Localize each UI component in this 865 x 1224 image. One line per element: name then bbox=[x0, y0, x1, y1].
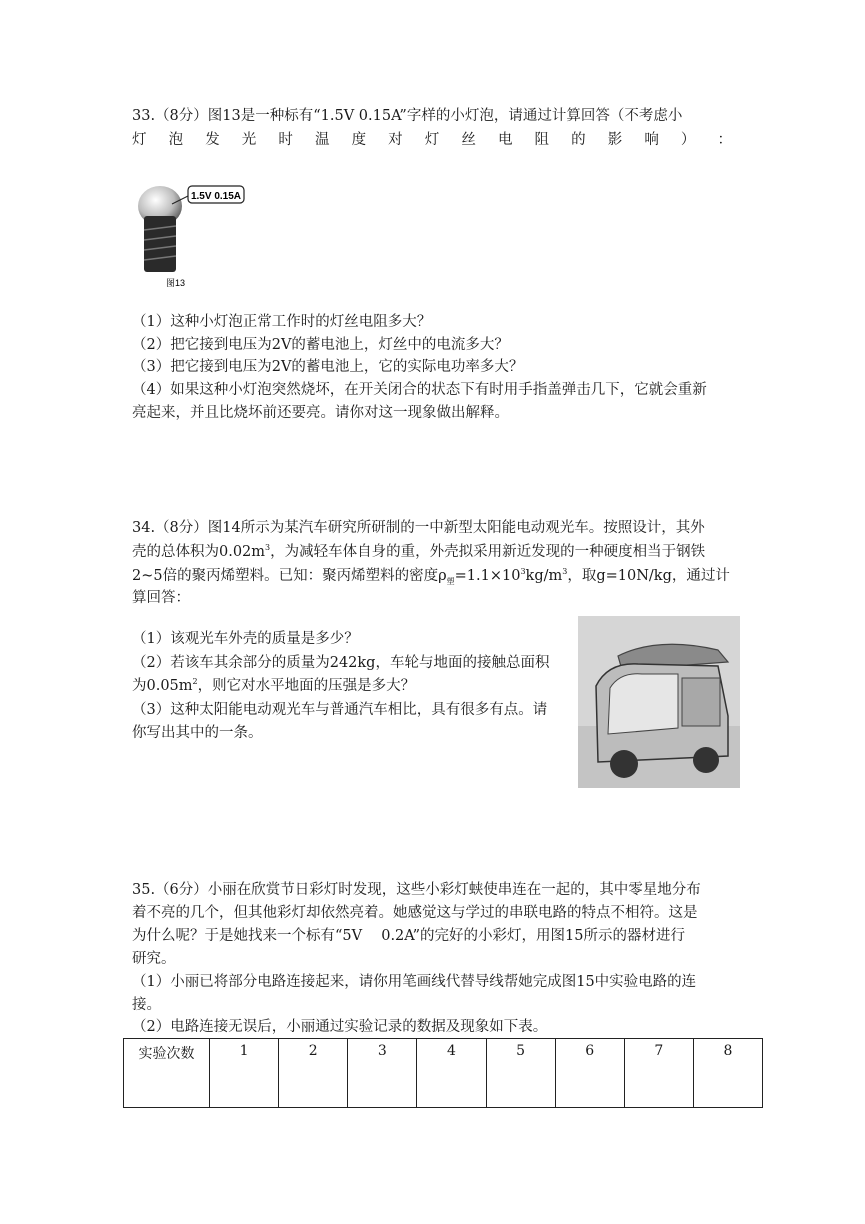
q35-item-2: （2）电路连接无误后，小丽通过实验记录的数据及现象如下表。 bbox=[132, 1019, 548, 1035]
q33-line-2 bbox=[132, 130, 732, 150]
q33-line-2-char: 泡 bbox=[168, 132, 184, 148]
q34-item-2: （2）若该车其余部分的质量为242kg，车轮与地面的接触总面积 bbox=[132, 655, 550, 671]
q33-item-1: （1）这种小灯泡正常工作时的灯丝电阻多大？ bbox=[132, 314, 432, 330]
q34-item-3-cont: 你写出其中的一条。 bbox=[132, 725, 263, 741]
q33-line-2-char: 丝 bbox=[461, 132, 476, 148]
q35-item-1: （1）小丽已将部分电路连接起来，请你用笔画线代替导线帮她完成图15中实验电路的连 bbox=[132, 974, 697, 990]
q33-item-3: （3）把它接到电压为2V的蓄电池上，它的实际电功率多大？ bbox=[132, 359, 524, 375]
table-header-cell: 8 bbox=[693, 1039, 762, 1108]
q34-item-2b-sup: 2 bbox=[192, 677, 198, 687]
q33-line-2-char: 影 bbox=[607, 132, 623, 148]
q33-line-2-char: 温 bbox=[314, 132, 330, 148]
bulb-base-shape bbox=[144, 216, 176, 272]
table-header-cell: 3 bbox=[348, 1039, 417, 1108]
q33-line-1: 33.（8分）图13是一种标有“1.5V 0.15A”字样的小灯泡，请通过计算回答（不考虑小 bbox=[132, 108, 683, 124]
table-header-cell: 1 bbox=[210, 1039, 279, 1108]
q33-line-2-char: 的 bbox=[571, 132, 586, 148]
q34-line-3-sup2: 3 bbox=[562, 567, 568, 577]
table-header-cell: 5 bbox=[486, 1039, 555, 1108]
q34-line-2-sup: 3 bbox=[265, 543, 271, 553]
q33-item-2: （2）把它接到电压为2V的蓄电池上，灯丝中的电流多大？ bbox=[132, 337, 509, 353]
q33-item-4-cont: 亮起来，并且比烧坏前还要亮。请你对这一现象做出解释。 bbox=[132, 405, 509, 421]
car-seat-shape bbox=[682, 678, 720, 726]
q35-item-1-cont: 接。 bbox=[132, 997, 161, 1013]
q34-line-3-sub: 塑 bbox=[446, 576, 455, 586]
solar-car-photo bbox=[578, 616, 740, 788]
q35-line-2: 着不亮的几个，但其他彩灯却依然亮着。她感觉这与学过的串联电路的特点不相符。这是 bbox=[132, 905, 698, 921]
q34-line-3c: kg/m bbox=[525, 568, 563, 584]
q35-line-1: 35.（6分）小丽在欣赏节日彩灯时发现，这些小彩灯蛱使串连在一起的，其中零星地分布 bbox=[132, 882, 701, 898]
q34-line-3 bbox=[132, 566, 730, 586]
car-front-wheel bbox=[610, 750, 638, 778]
q34-item-2-cont bbox=[132, 676, 415, 696]
table-header-cell: 4 bbox=[417, 1039, 486, 1108]
car-window-shape bbox=[608, 674, 678, 734]
q34-line-2a: 壳的总体积为0.02m bbox=[132, 544, 266, 560]
q35-line-3: 为什么呢？于是她找来一个标有“5V 0.2A”的完好的小彩灯，用图15所示的器材进行 bbox=[132, 928, 685, 944]
table-header-row bbox=[124, 1039, 763, 1108]
q34-line-2 bbox=[132, 542, 705, 562]
q34-line-3b: =1.1×10 bbox=[454, 568, 521, 584]
q34-line-4: 算回答： bbox=[132, 590, 190, 606]
car-rear-wheel bbox=[693, 747, 719, 773]
q33-line-2-char: 灯 bbox=[132, 132, 147, 148]
q33-line-2-char: 对 bbox=[388, 132, 403, 148]
q34-item-2b-a: 为0.05m bbox=[132, 678, 193, 694]
q33-line-2-char: ： bbox=[717, 132, 732, 148]
table-header-cell: 6 bbox=[555, 1039, 624, 1108]
table-header-cell: 7 bbox=[624, 1039, 693, 1108]
table-header-cell: 实验次数 bbox=[124, 1039, 210, 1108]
table-header-cell: 2 bbox=[279, 1039, 348, 1108]
q34-line-3-sup1: 3 bbox=[520, 567, 526, 577]
q33-item-4: （4）如果这种小灯泡突然烧坏，在开关闭合的状态下有时用手指盖弹击几下，它就会重新 bbox=[132, 382, 707, 398]
q33-line-2-char: 发 bbox=[205, 132, 220, 148]
q33-line-2-char: 灯 bbox=[424, 132, 440, 148]
bulb-label-text: 1.5V 0.15A bbox=[190, 191, 242, 202]
q33-line-2-char: 光 bbox=[241, 132, 257, 148]
q34-line-1: 34.（8分）图14所示为某汽车研究所研制的一中新型太阳能电动观光车。按照设计，其外 bbox=[132, 520, 705, 536]
q35-line-4: 研究。 bbox=[132, 951, 176, 967]
q33-line-2-char: 电 bbox=[497, 132, 513, 148]
q33-line-2-char: 时 bbox=[278, 132, 293, 148]
q33-line-2-char: 度 bbox=[351, 132, 367, 148]
experiment-table bbox=[123, 1038, 763, 1108]
q34-line-2b: ，为减轻车体自身的重，外壳拟采用新近发现的一种硬度相当于钢铁 bbox=[270, 544, 706, 560]
q33-line-2-char: 阻 bbox=[534, 132, 550, 148]
q34-item-1: （1）该观光车外壳的质量是多少？ bbox=[132, 631, 359, 647]
q34-line-3a: 2~5倍的聚丙烯塑料。已知：聚丙烯塑料的密度ρ bbox=[132, 568, 447, 584]
q34-line-3d: ，取g=10N/kg，通过计 bbox=[567, 568, 730, 584]
figure-13-caption: 图13 bbox=[166, 278, 186, 288]
q34-item-3: （3）这种太阳能电动观光车与普通汽车相比，具有很多有点。请 bbox=[132, 702, 548, 718]
bulb-figure bbox=[132, 180, 252, 290]
q33-line-2-char: 响 bbox=[644, 132, 659, 148]
q33-line-2-char: ） bbox=[680, 132, 696, 148]
q34-item-2b-b: ，则它对水平地面的压强是多大？ bbox=[197, 678, 416, 694]
